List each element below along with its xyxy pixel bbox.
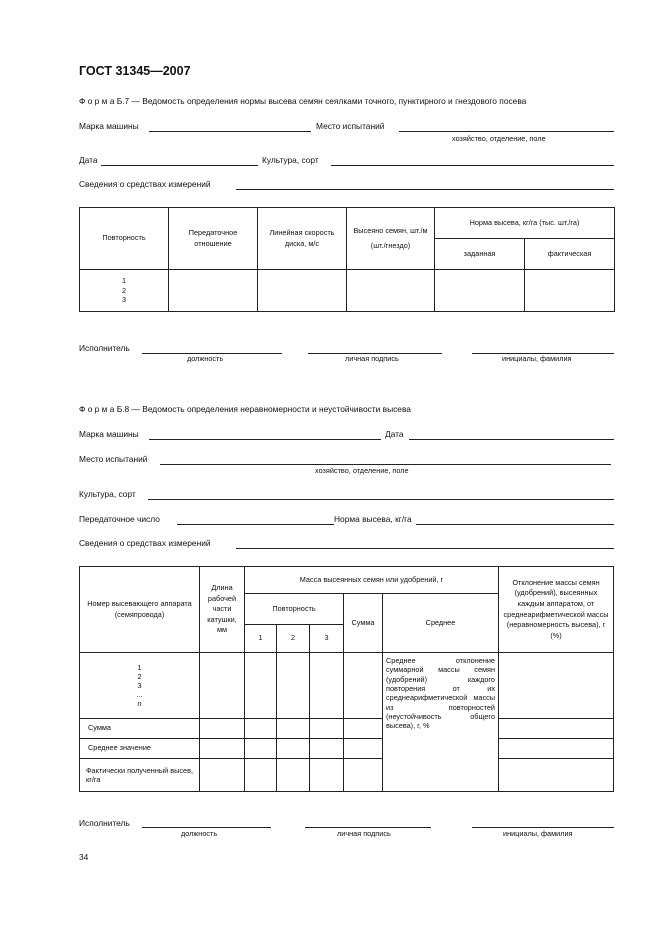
- b8-cell[interactable]: [499, 653, 614, 719]
- b8-executor-label: Исполнитель: [79, 818, 130, 828]
- b8-col-length: Длина рабочей части катушки, мм: [200, 567, 245, 653]
- b8-place-caption: хозяйство, отделение, поле: [315, 466, 409, 475]
- b8-cell[interactable]: [200, 739, 245, 759]
- b8-cell[interactable]: [277, 719, 310, 739]
- b8-cell[interactable]: [499, 719, 614, 739]
- b7-caption-signature: личная подпись: [345, 354, 399, 363]
- form-b8-title: Ф о р м а Б.8 — Ведомость определения неравномерности и неустойчивости высева: [79, 404, 411, 414]
- b8-col-mean: Среднее: [383, 594, 499, 653]
- b8-row-number: ...: [136, 690, 143, 700]
- b7-machine-label: Марка машины: [79, 121, 139, 131]
- b8-col-repeat-3: 3: [310, 625, 344, 653]
- b8-caption-name: инициалы, фамилия: [503, 829, 573, 838]
- page-header-standard: ГОСТ 31345—2007: [79, 64, 191, 78]
- b8-machine-field[interactable]: [149, 439, 381, 440]
- b8-cell[interactable]: [200, 719, 245, 739]
- page-number: 34: [79, 852, 89, 862]
- b8-place-field[interactable]: [160, 464, 611, 465]
- b8-cell[interactable]: [277, 739, 310, 759]
- b7-caption-position: должность: [187, 354, 224, 363]
- b7-col-set: заданная: [435, 239, 525, 270]
- b8-cell[interactable]: [310, 759, 344, 792]
- b7-col-speed: Линейная скорость диска, м/с: [258, 208, 347, 270]
- b7-culture-field[interactable]: [331, 165, 614, 166]
- b7-col-sown-main: Высеяно семян, шт./м: [353, 225, 428, 235]
- b8-culture-field[interactable]: [148, 499, 614, 500]
- b7-col-norm: Норма высева, кг/га (тыс. шт./га): [435, 208, 615, 239]
- b7-col-ratio: Передаточное отношение: [169, 208, 258, 270]
- b7-row-number: 2: [121, 285, 127, 295]
- b7-col-actual: фактическая: [525, 239, 615, 270]
- b8-cell[interactable]: [344, 739, 383, 759]
- b8-table: [79, 566, 614, 792]
- b7-table: [79, 207, 615, 312]
- b8-caption-signature: личная подпись: [337, 829, 391, 838]
- b8-row-numbers: [80, 653, 200, 719]
- b7-place-field[interactable]: [399, 131, 614, 132]
- b7-instruments-field[interactable]: [236, 189, 614, 190]
- b7-date-label: Дата: [79, 155, 98, 165]
- b8-row-sum: Сумма: [80, 719, 200, 739]
- b7-col-sown: [347, 208, 435, 270]
- b8-norm-field[interactable]: [416, 524, 614, 525]
- b8-col-repeat: Повторность: [245, 594, 344, 625]
- b8-cell[interactable]: [277, 653, 310, 719]
- b7-place-label: Место испытаний: [316, 121, 385, 131]
- b7-cell-actual[interactable]: [525, 270, 615, 312]
- b8-col-number: Номер высевающего аппарата (семяпровода): [80, 567, 200, 653]
- b8-cell[interactable]: [245, 653, 277, 719]
- b7-place-caption: хозяйство, отделение, поле: [452, 134, 546, 143]
- b8-mean-note: Среднее отклонение суммарной массы семян (удобрений) каждого повторения от их среднеарифметической массы из повторностей (неустойчивость общего высева), г, %: [383, 653, 499, 792]
- form-b7-title: Ф о р м а Б.7 — Ведомость определения нормы высева семян сеялками точного, пунктирного и гнездового посева: [79, 96, 527, 106]
- b8-cell[interactable]: [344, 759, 383, 792]
- b8-row-number: n: [137, 699, 142, 709]
- b8-machine-label: Марка машины: [79, 429, 139, 439]
- b8-cell[interactable]: [200, 653, 245, 719]
- b7-row-number: 3: [121, 295, 127, 305]
- b8-row-mean: Среднее значение: [80, 739, 200, 759]
- b8-date-label: Дата: [385, 429, 404, 439]
- b8-signature-field[interactable]: [305, 827, 431, 828]
- b7-cell-sown[interactable]: [347, 270, 435, 312]
- b8-position-field[interactable]: [142, 827, 271, 828]
- b8-cell[interactable]: [200, 759, 245, 792]
- b8-col-deviation: Отклонение массы семян (удобрений), высеянных каждым аппаратом, от среднеарифметической массы (неравномерность высева), г (%): [499, 567, 614, 653]
- b8-cell[interactable]: [310, 719, 344, 739]
- b8-col-sum: Сумма: [344, 594, 383, 653]
- b8-date-field[interactable]: [409, 439, 614, 440]
- b8-instruments-label: Сведения о средствах измерений: [79, 538, 211, 548]
- b7-executor-label: Исполнитель: [79, 343, 130, 353]
- b7-date-field[interactable]: [101, 165, 258, 166]
- b7-cell-ratio[interactable]: [169, 270, 258, 312]
- b8-instruments-field[interactable]: [236, 548, 614, 549]
- b8-ratio-field[interactable]: [177, 524, 334, 525]
- b8-cell[interactable]: [499, 759, 614, 792]
- b8-row-number: 2: [137, 671, 142, 681]
- b8-col-mass: Масса высеянных семян или удобрений, г: [245, 567, 499, 594]
- b7-col-repeat: Повторность: [80, 208, 169, 270]
- b8-row-number: 3: [137, 680, 142, 690]
- b8-cell[interactable]: [245, 759, 277, 792]
- b7-cell-speed[interactable]: [258, 270, 347, 312]
- b7-culture-label: Культура, сорт: [262, 155, 319, 165]
- b8-name-field[interactable]: [472, 827, 614, 828]
- b8-col-repeat-1: 1: [245, 625, 277, 653]
- b8-norm-label: Норма высева, кг/га: [334, 514, 412, 524]
- b7-col-sown-sub: (шт./гнездо): [370, 240, 411, 250]
- b8-cell[interactable]: [344, 719, 383, 739]
- b8-cell[interactable]: [499, 739, 614, 759]
- b7-cell-set[interactable]: [435, 270, 525, 312]
- b7-instruments-label: Сведения о средствах измерений: [79, 179, 211, 189]
- b8-cell[interactable]: [310, 739, 344, 759]
- b8-row-number: 1: [137, 662, 142, 672]
- b8-row-actual: Фактически полученный высев, кг/га: [80, 759, 200, 792]
- b8-culture-label: Культура, сорт: [79, 489, 136, 499]
- b8-place-label: Место испытаний: [79, 454, 148, 464]
- b8-caption-position: должность: [181, 829, 218, 838]
- b7-row-numbers: [80, 270, 169, 312]
- b8-col-repeat-2: 2: [277, 625, 310, 653]
- b7-caption-name: инициалы, фамилия: [502, 354, 572, 363]
- b8-cell[interactable]: [344, 653, 383, 719]
- b8-cell[interactable]: [245, 719, 277, 739]
- b8-cell[interactable]: [310, 653, 344, 719]
- b7-row-number: 1: [121, 276, 127, 286]
- b8-cell[interactable]: [277, 759, 310, 792]
- b8-ratio-label: Передаточное число: [79, 514, 160, 524]
- b7-machine-field[interactable]: [149, 131, 311, 132]
- b8-cell[interactable]: [245, 739, 277, 759]
